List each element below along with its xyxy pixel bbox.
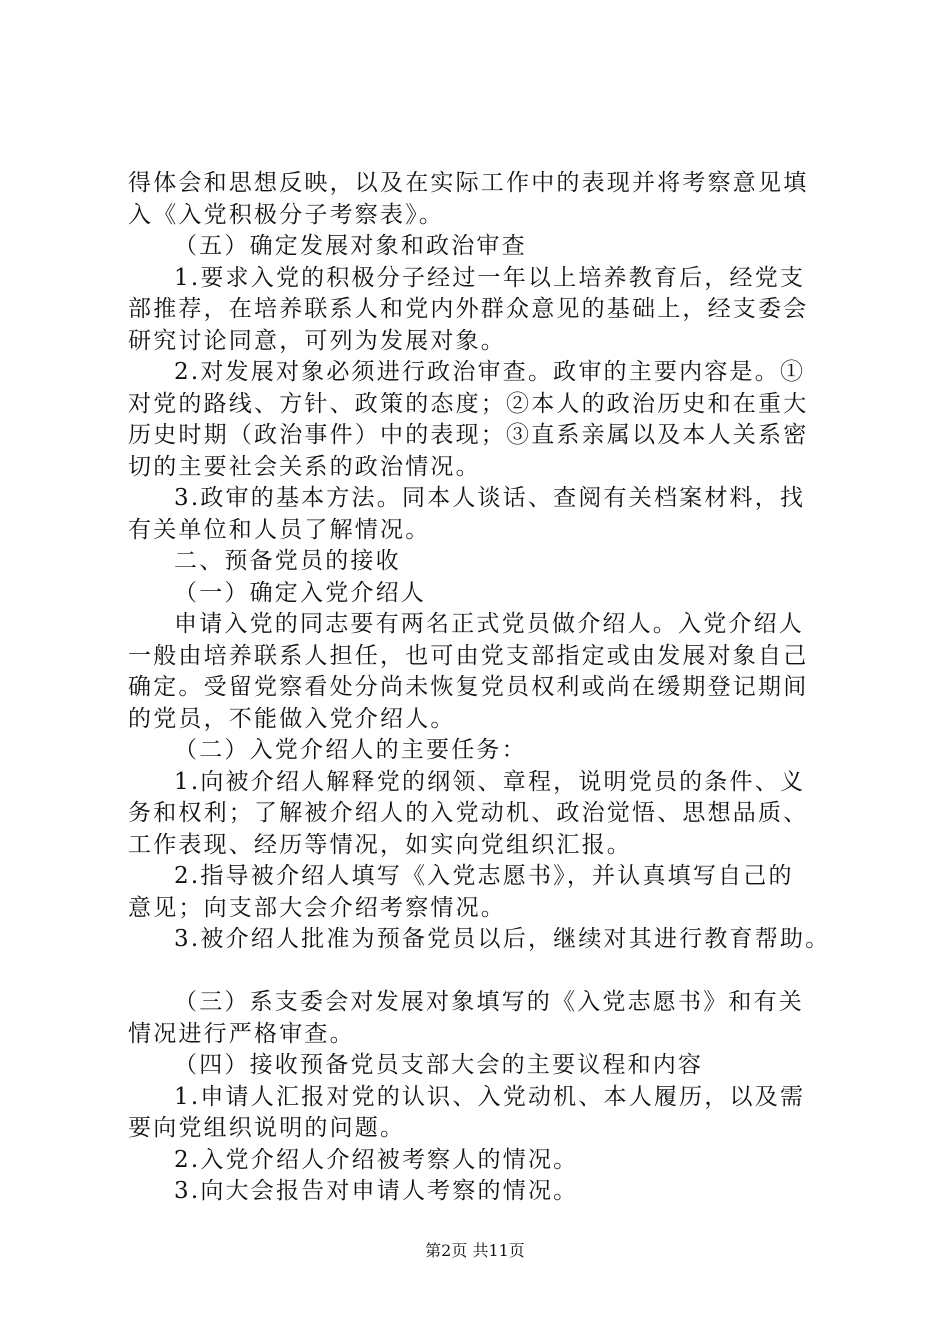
text-line: 入《入党积极分子考察表》。 <box>128 201 445 228</box>
text-line: 申请入党的同志要有两名正式党员做介绍人。入党介绍人 <box>174 611 804 637</box>
text-line: （三）系支委会对发展对象填写的《入党志愿书》和有关 <box>174 989 804 1015</box>
text-line: 2.指导被介绍人填写《入党志愿书》，并认真填写自己的 <box>174 863 794 889</box>
text-line: （五）确定发展对象和政治审查 <box>174 233 527 259</box>
text-line: （四）接收预备党员支部大会的主要议程和内容 <box>174 1052 704 1078</box>
text-line: 务和权利；了解被介绍人的入党动机、政治觉悟、思想品质、 <box>128 800 809 826</box>
text-line: 部推荐，在培养联系人和党内外群众意见的基础上，经支委会 <box>128 296 809 322</box>
text-line: 确定。受留党察看处分尚未恢复党员权利或尚在缓期登记期间 <box>128 674 809 700</box>
text-line: 情况进行严格审查。 <box>128 1020 355 1047</box>
text-line: 3.被介绍人批准为预备党员以后，继续对其进行教育帮助。 <box>174 926 831 952</box>
text-line: 意见；向支部大会介绍考察情况。 <box>128 894 506 921</box>
text-line: 3.政审的基本方法。同本人谈话、查阅有关档案材料，找 <box>174 485 806 511</box>
text-line: 二、预备党员的接收 <box>174 548 401 574</box>
text-line: 研究讨论同意，可列为发展对象。 <box>128 327 506 354</box>
text-line: 一般由培养联系人担任，也可由党支部指定或由发展对象自己 <box>128 642 809 669</box>
text-line: 对党的路线、方针、政策的态度；②本人的政治历史和在重大 <box>128 390 809 417</box>
text-line: 有关单位和人员了解情况。 <box>128 516 431 543</box>
page-footer: 第2页 共11页 <box>425 1241 525 1260</box>
text-line: 要向党组织说明的问题。 <box>128 1115 406 1141</box>
text-line: 1.向被介绍人解释党的纲领、章程，说明党员的条件、义 <box>174 768 806 795</box>
text-line: 的党员，不能做入党介绍人。 <box>128 705 456 732</box>
blank-line <box>128 956 828 988</box>
text-line: 2.入党介绍人介绍被考察人的情况。 <box>174 1146 579 1173</box>
text-line: （二）入党介绍人的主要任务： <box>174 737 527 763</box>
text-line: 得体会和思想反映，以及在实际工作中的表现并将考察意见填 <box>128 170 809 196</box>
document-body <box>128 168 831 1208</box>
text-line: 2.对发展对象必须进行政治审查。政审的主要内容是。① <box>174 359 806 385</box>
text-line: 历史时期（政治事件）中的表现；③直系亲属以及本人关系密 <box>128 422 809 448</box>
text-line: 切的主要社会关系的政治情况。 <box>128 453 481 480</box>
text-line: 1.申请人汇报对党的认识、入党动机、本人履历，以及需 <box>174 1083 806 1110</box>
text-line: 3.向大会报告对申请人考察的情况。 <box>174 1178 579 1204</box>
text-line: （一）确定入党介绍人 <box>174 579 426 606</box>
text-line: 1.要求入党的积极分子经过一年以上培养教育后，经党支 <box>174 264 806 291</box>
text-line: 工作表现、经历等情况，如实向党组织汇报。 <box>128 831 632 858</box>
